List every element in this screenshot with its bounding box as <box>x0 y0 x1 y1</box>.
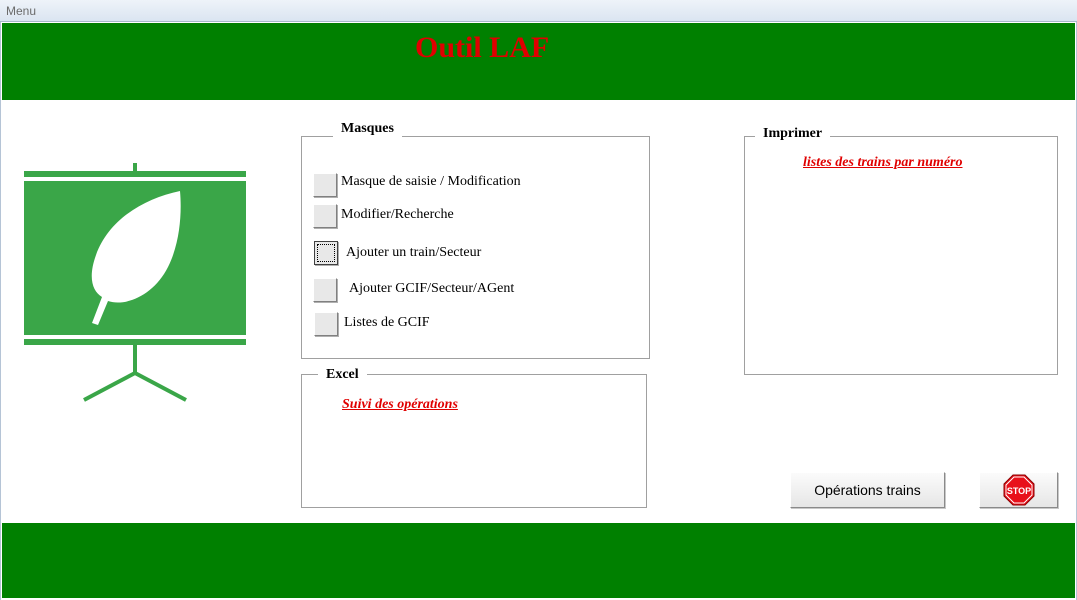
stop-sign-text: STOP <box>1006 486 1031 496</box>
window-title-bar <box>0 0 1077 22</box>
ajouter-gcif-label: Ajouter GCIF/Secteur/AGent <box>349 281 515 296</box>
modifier-recherche-button[interactable] <box>313 204 337 228</box>
excel-group <box>301 374 647 508</box>
listes-trains-link[interactable]: listes des trains par numéro <box>803 155 963 170</box>
suivi-operations-link[interactable]: Suivi des opérations <box>342 397 458 412</box>
stop-button[interactable] <box>979 472 1058 508</box>
listes-gcif-label: Listes de GCIF <box>344 315 430 330</box>
imprimer-group <box>744 136 1058 375</box>
masques-legend: Masques <box>333 121 402 137</box>
ajouter-train-button[interactable] <box>314 241 338 265</box>
masque-saisie-button[interactable] <box>313 173 337 197</box>
listes-gcif-button[interactable] <box>314 312 338 336</box>
masque-saisie-label: Masque de saisie / Modification <box>341 174 521 189</box>
modifier-recherche-label: Modifier/Recherche <box>341 207 454 222</box>
presentation-leaf-icon <box>22 163 248 405</box>
excel-legend: Excel <box>318 367 367 383</box>
ajouter-gcif-button[interactable] <box>313 278 337 302</box>
imprimer-legend: Imprimer <box>755 126 830 142</box>
footer-band <box>2 523 1075 598</box>
ajouter-train-label: Ajouter un train/Secteur <box>346 245 482 260</box>
operations-trains-button[interactable]: Opérations trains <box>790 472 945 508</box>
stop-sign-icon <box>1003 474 1035 506</box>
app-title: Outil LAF <box>415 31 550 64</box>
menu-label: Menu <box>6 4 37 18</box>
